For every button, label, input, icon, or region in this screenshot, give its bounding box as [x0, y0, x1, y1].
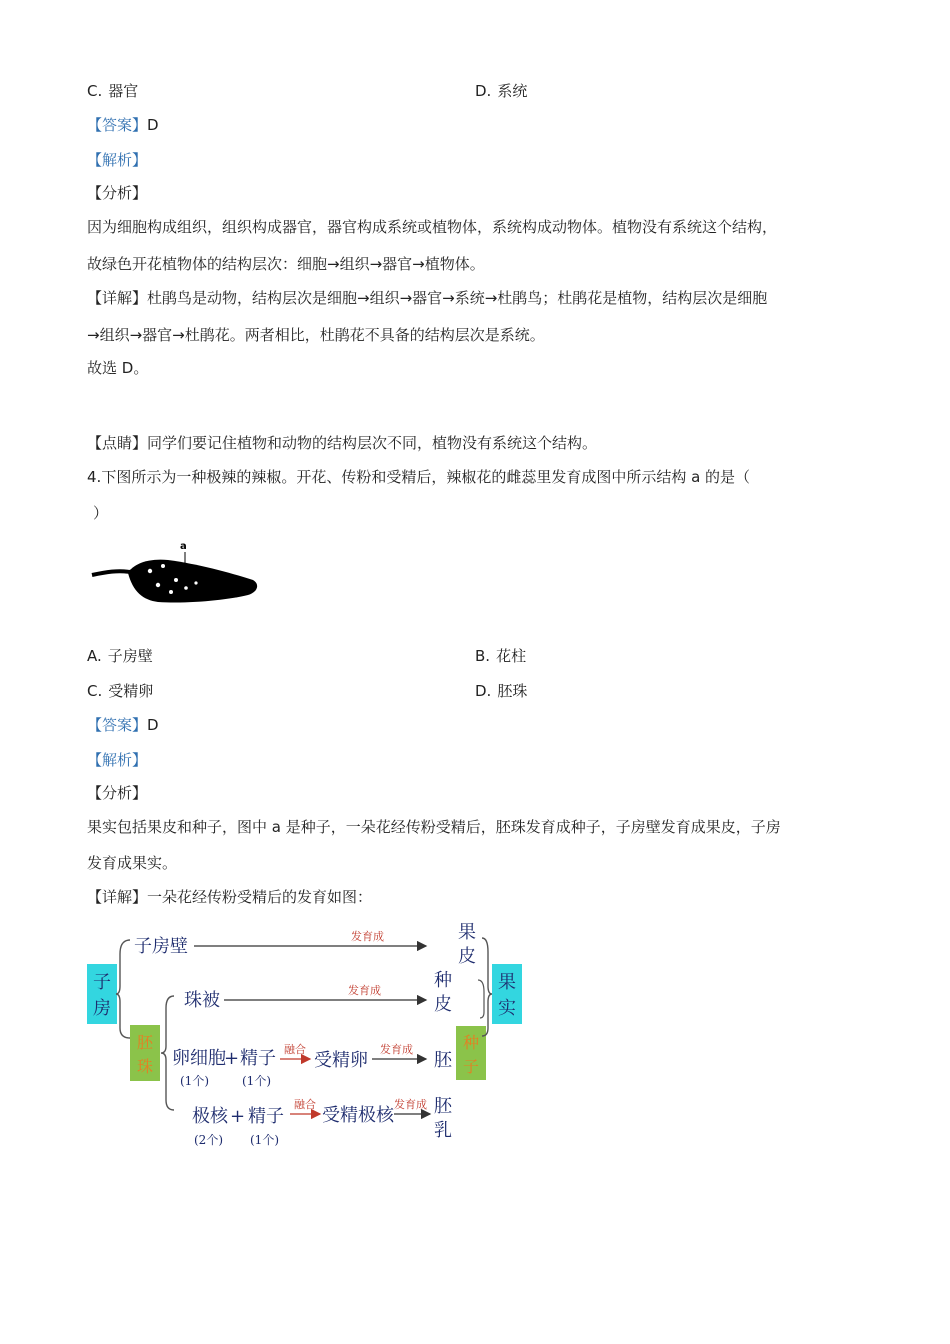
- guopi-label-1: 果: [458, 922, 476, 943]
- zhongpi-label-2: 皮: [434, 994, 452, 1015]
- count-1b: (1个): [242, 1074, 271, 1088]
- luanxibao-label: 卵细胞: [172, 1048, 226, 1069]
- guoshi-label-2: 实: [498, 998, 516, 1019]
- q4-stem-line2: ）: [93, 504, 109, 522]
- q4-stem-line1: 4.下图所示为一种极辣的辣椒。开花、传粉和受精后，辣椒花的雌蕊里发育成图中所示结构 a 的是（: [87, 468, 751, 486]
- q4-answer: 【答案】D: [87, 716, 159, 734]
- plus-1: +: [224, 1048, 240, 1069]
- peiru-label-1: 胚: [434, 1096, 452, 1117]
- peizhu-label-2: 珠: [136, 1057, 154, 1076]
- q4-fenxi-tag: 【分析】: [87, 784, 148, 802]
- q3-tip: 【点睛】同学们要记住植物和动物的结构层次不同，植物没有系统这个结构。: [87, 434, 598, 452]
- pei-label: 胚: [434, 1050, 452, 1071]
- chili-pepper-figure: [88, 540, 263, 608]
- zifang-label-2: 房: [93, 998, 111, 1019]
- zhongzi-label-1: 种: [462, 1033, 480, 1052]
- plus-2: +: [230, 1106, 246, 1127]
- zifangbi-label: 子房壁: [134, 936, 188, 957]
- fayucheng-2: 发育成: [348, 984, 381, 997]
- q4-option-c: C. 受精卵: [87, 682, 154, 700]
- q3-conclusion: 故选 D。: [87, 359, 149, 377]
- count-1a: (1个): [180, 1074, 209, 1088]
- jihe-label: 极核: [192, 1106, 228, 1127]
- peiru-label-2: 乳: [434, 1120, 452, 1141]
- guoshi-label-1: 果: [498, 972, 516, 993]
- count-1c: (1个): [250, 1133, 279, 1147]
- q4-detail: 【详解】一朵花经传粉受精后的发育如图：: [87, 888, 373, 906]
- figure-label-a: a: [180, 541, 187, 552]
- zhongzi-label-2: 子: [462, 1057, 480, 1076]
- flower-development-diagram: [86, 918, 526, 1153]
- q3-fenxi-line2: 故绿色开花植物体的结构层次：细胞→组织→器官→植物体。: [87, 255, 485, 273]
- zifang-label-1: 子: [93, 972, 111, 993]
- q4-option-d: D. 胚珠: [475, 682, 528, 700]
- zhubei-label: 珠被: [184, 990, 220, 1011]
- shoujingjihe-label: 受精极核: [322, 1105, 394, 1126]
- q3-detail-line1: 【详解】杜鹃鸟是动物，结构层次是细胞→组织→器官→系统→杜鹃鸟；杜鹃花是植物，结构层次是细胞: [87, 289, 768, 307]
- fayucheng-4: 发育成: [394, 1098, 427, 1111]
- jingzi-1: 精子: [240, 1048, 276, 1069]
- jingzi-2: 精子: [248, 1106, 284, 1127]
- count-2: (2个): [194, 1133, 223, 1147]
- fayucheng-3: 发育成: [380, 1043, 413, 1056]
- q3-answer: 【答案】D: [87, 116, 159, 134]
- q3-fenxi-line1: 因为细胞构成组织，组织构成器官，器官构成系统或植物体，系统构成动物体。植物没有系统这个结构，: [87, 218, 778, 236]
- q3-analysis-tag: 【解析】: [87, 151, 148, 169]
- q3-option-c: C. 器官: [87, 82, 139, 100]
- pepper-body: [128, 560, 257, 603]
- q3-option-d: D. 系统: [475, 82, 528, 100]
- q3-detail-line2: →组织→器官→杜鹃花。两者相比，杜鹃花不具备的结构层次是系统。: [87, 326, 545, 344]
- q4-fenxi-line1: 果实包括果皮和种子，图中 a 是种子，一朵花经传粉受精后，胚珠发育成种子，子房壁发育成果皮，子房: [87, 818, 781, 836]
- shoujingluan-label: 受精卵: [314, 1050, 368, 1071]
- q3-fenxi-tag: 【分析】: [87, 184, 148, 202]
- q4-option-a: A. 子房壁: [87, 647, 153, 665]
- q4-option-b: B. 花柱: [475, 647, 527, 665]
- fayucheng-1: 发育成: [351, 930, 384, 943]
- ronghe-1: 融合: [284, 1043, 306, 1056]
- guopi-label-2: 皮: [458, 946, 476, 967]
- q4-fenxi-line2: 发育成果实。: [87, 854, 178, 872]
- ronghe-2: 融合: [294, 1098, 316, 1111]
- zhongpi-label-1: 种: [434, 970, 452, 991]
- peizhu-label-1: 胚: [136, 1033, 154, 1052]
- q4-analysis-tag: 【解析】: [87, 751, 148, 769]
